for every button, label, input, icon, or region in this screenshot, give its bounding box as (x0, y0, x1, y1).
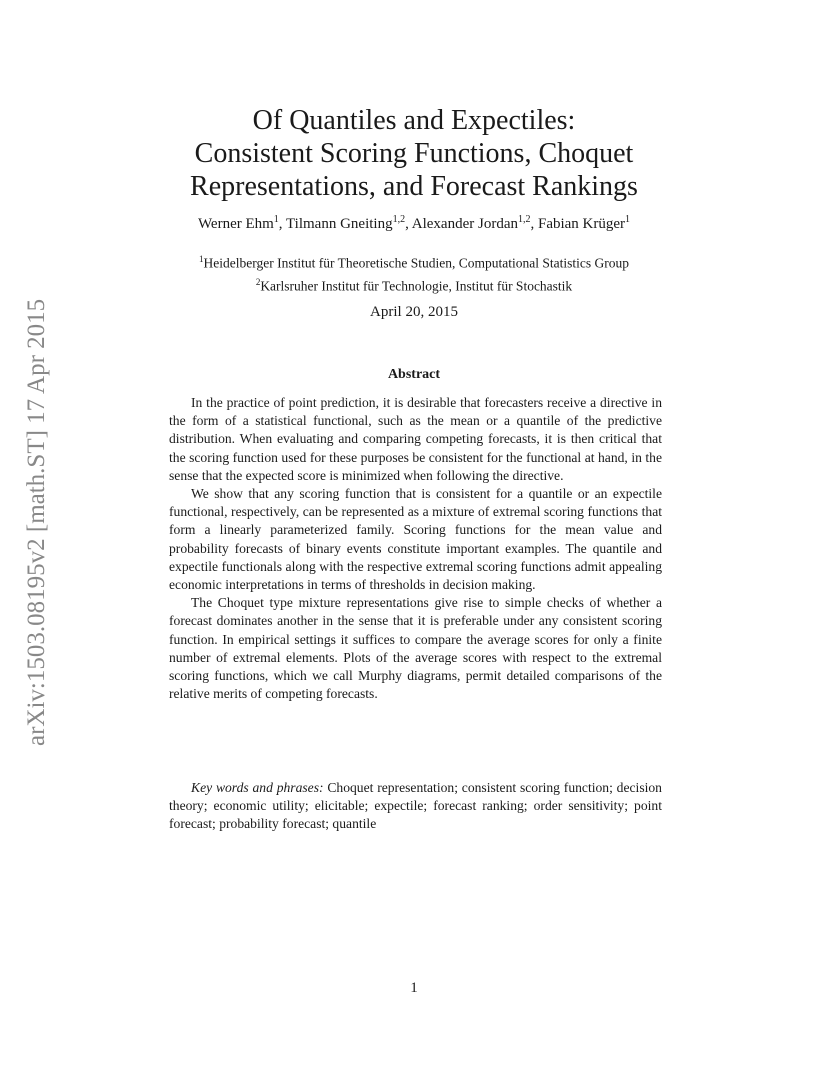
affiliation-text: Heidelberger Institut für Theoretische Studien, Computational Statistics Group (203, 255, 629, 271)
author-name: Tilmann Gneiting (286, 216, 393, 232)
keywords-section (169, 779, 662, 834)
title-line-3: Representations, and Forecast Rankings (190, 171, 638, 202)
abstract-body (169, 394, 662, 703)
affiliation-mark: 2 (255, 276, 261, 287)
keywords-label: Key words and phrases: (191, 780, 324, 795)
affiliation-list (120, 250, 708, 295)
title-line-1: Of Quantiles and Expectiles: (252, 105, 576, 136)
author-list: Werner Ehm$^1$, Tilmann Gneiting$^{1,2}$, Alexander Jordan$^{1,2}$, Fabian Krüger$^1$ (197, 214, 631, 232)
abstract-paragraph: The Choquet type mixture representations give rise to simple checks of whether a forecast dominates another in the sense that it is preferable under any consistent scoring function. In empirical settings it suffices to compare the average scores for only a finite number of extremal elements. Plots of the average scores with respect to the extremal scoring functions, which we call Murphy diagrams, permit detailed comparisons of the relative merits of competing forecasts. (169, 595, 662, 702)
author-name: Fabian Krüger (537, 216, 626, 232)
title-line-2: Consistent Scoring Functions, Choquet (194, 138, 634, 169)
author-affiliation-mark: 1,2 (392, 214, 406, 225)
affiliation (120, 250, 708, 273)
author-name: Alexander Jordan (411, 216, 518, 232)
paper-title (100, 104, 728, 203)
author-affiliation-mark: 1 (625, 214, 631, 225)
author-affiliation-mark: 1,2 (517, 214, 531, 225)
arxiv-identifier-stamp: arXiv:1503.08195v2 [math.ST] 17 Apr 2015 (23, 298, 50, 746)
affiliation (120, 273, 708, 296)
affiliation-mark: 1 (199, 254, 204, 264)
author-name: Werner Ehm (197, 216, 274, 232)
keywords-text: Choquet representation; consistent scoring function; decision theory; economic utility; elicitable; expectile; forecast ranking; order sensitivity; point forecast; probability forecast; quantile (169, 780, 662, 832)
page-number: 1 (410, 980, 418, 996)
abstract-heading: Abstract (387, 367, 441, 382)
affiliation-text: Karlsruher Institut für Technologie, Institut für Stochastik (260, 278, 573, 293)
author-affiliation-mark: 1 (273, 214, 279, 225)
publication-date: April 20, 2015 (370, 304, 458, 320)
abstract-paragraph: In the practice of point prediction, it is desirable that forecasters receive a directive in the form of a statistical functional, such as the mean or a quantile of the predictive distribution. When evaluating and comparing competing forecasts, it is then critical that the scoring function used for these purposes be consistent for the functional at hand, in the sense that the expected score is minimized when following the directive. (169, 395, 662, 483)
abstract-paragraph: We show that any scoring function that is consistent for a quantile or an expectile functional, respectively, can be represented as a mixture of extremal scoring functions that form a linearly parameterized family. Scoring functions for the mean value and probability forecasts of binary events constitute important examples. The quantile and expectile functionals along with the respective extremal scoring functions admit appealing economic interpretations in terms of thresholds in decision making. (169, 486, 662, 593)
